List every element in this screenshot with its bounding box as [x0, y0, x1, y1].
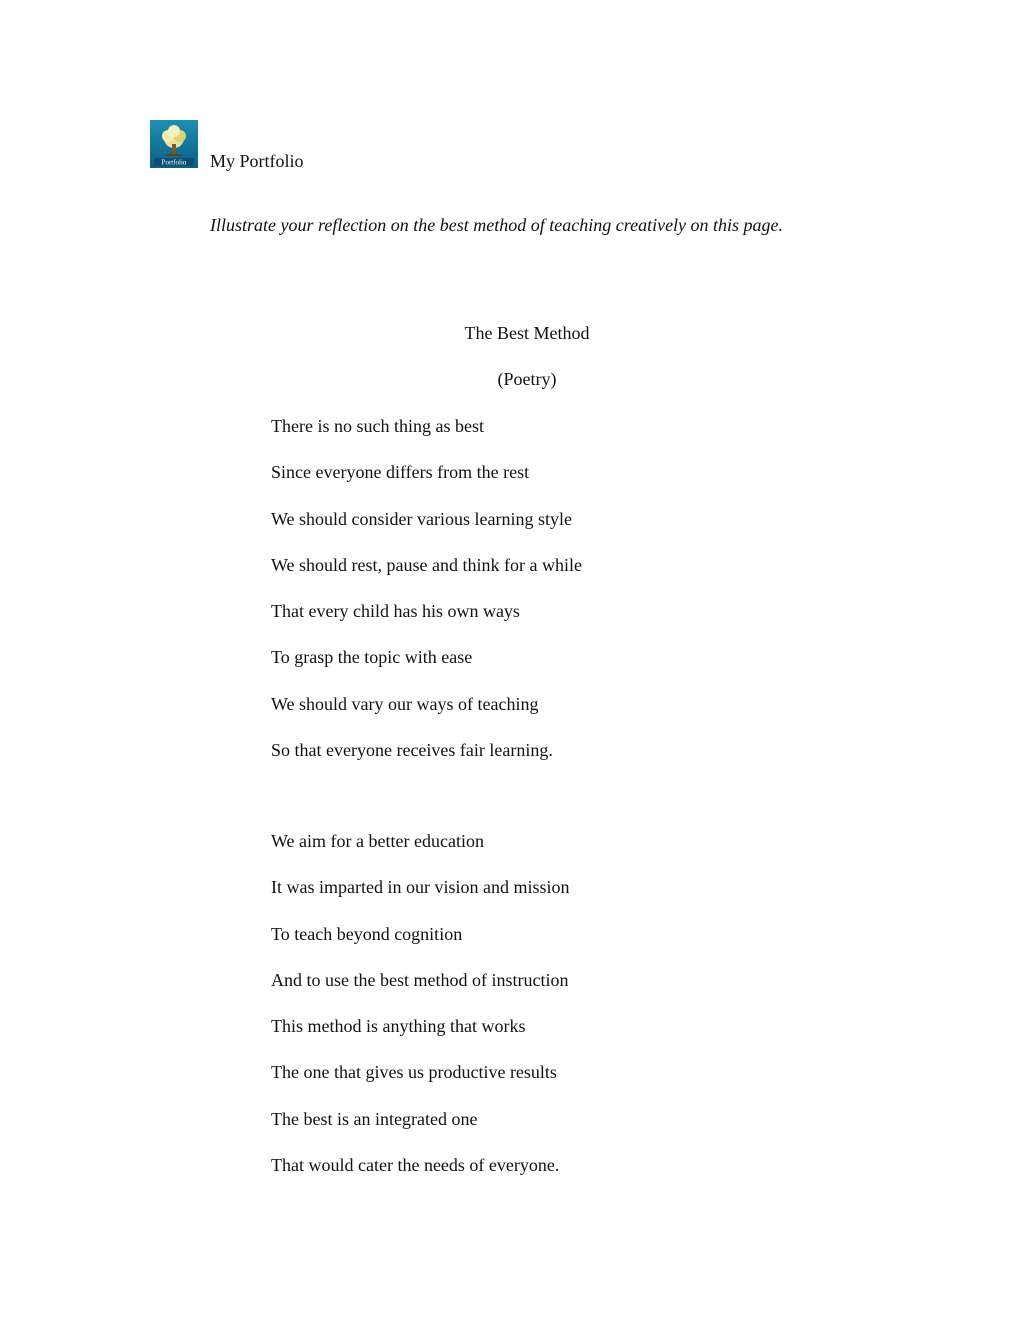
poem-line: This method is anything that works — [271, 1016, 526, 1037]
poem-line: To grasp the topic with ease — [271, 647, 473, 668]
poem-line: The one that gives us productive results — [271, 1062, 557, 1083]
poem-line: Since everyone differs from the rest — [271, 462, 530, 483]
poem-line: That every child has his own ways — [271, 601, 520, 622]
poem-line: We should rest, pause and think for a while — [271, 554, 582, 575]
poem-line: We should consider various learning style — [271, 508, 572, 529]
portfolio-title: My Portfolio — [210, 151, 304, 171]
poem-line: There is no such thing as best — [271, 416, 484, 436]
poem-line: It was imparted in our vision and mission — [271, 877, 570, 898]
poem-stanza-1 — [271, 415, 582, 785]
poem-line: So that everyone receives fair learning. — [271, 740, 553, 761]
poem-stanza-2 — [271, 830, 569, 1200]
poem-line: And to use the best method of instruction — [271, 969, 569, 990]
portfolio-logo-icon — [150, 120, 198, 168]
poem-line: To teach beyond cognition — [271, 923, 463, 944]
logo-text: Portfolio — [161, 158, 187, 167]
poem-line: We should vary our ways of teaching — [271, 693, 539, 714]
instruction-text: Illustrate your reflection on the best method of teaching creatively on this page. — [210, 215, 784, 235]
poem-line: That would cater the needs of everyone. — [271, 1155, 560, 1176]
poem-title: The Best Method — [464, 323, 590, 343]
poem-subtitle: (Poetry) — [497, 369, 557, 389]
poem-line: We aim for a better education — [271, 831, 484, 851]
poem-line: The best is an integrated one — [271, 1108, 478, 1129]
